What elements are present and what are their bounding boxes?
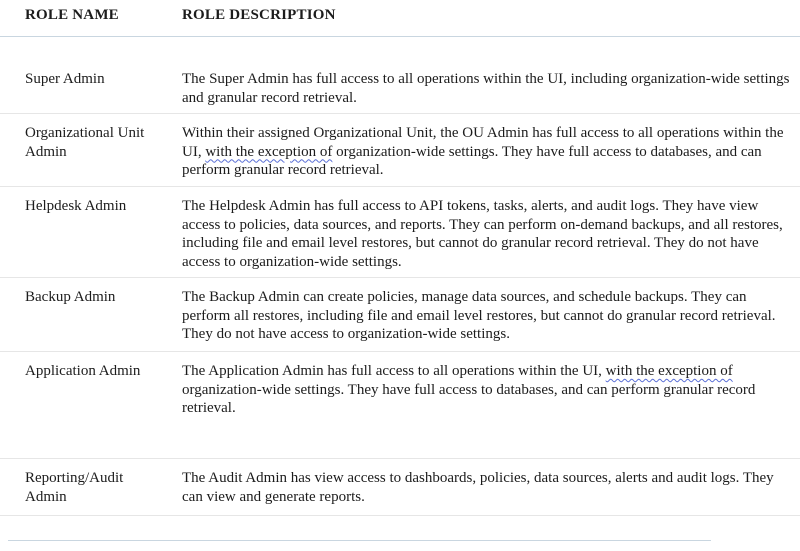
role-description: The Backup Admin can create policies, manage data sources, and schedule backups. They can perform all restores, including file and email level restores, but cannot do granular record retrieval. They do not have access to organization-wide settings. [182, 289, 776, 342]
role-description: The Super Admin has full access to all operations within the UI, including organization-wide settings and granular record retrieval. [182, 71, 790, 106]
table-row [0, 115, 800, 187]
role-name-header: ROLE NAME [25, 7, 119, 23]
description-text: Within their assigned Organizational Unit, the OU Admin has full access to all operations within the UI, [182, 125, 784, 160]
description-text: organization-wide settings. They have full access to databases, and can perform granular record retrieval. [182, 143, 762, 178]
role-description [182, 124, 792, 180]
role-name: Application Admin [25, 363, 141, 379]
grammar-flag-phrase[interactable]: with the exception of [605, 363, 733, 379]
table-row [0, 279, 800, 352]
description-text: The Application Admin has full access to all operations within the UI, [182, 363, 606, 379]
table-bottom-divider [8, 540, 711, 541]
role-name: Backup Admin [25, 289, 116, 305]
table-row [0, 188, 800, 278]
role-name: Reporting/Audit Admin [25, 470, 124, 505]
role-description [182, 362, 792, 418]
role-description: The Helpdesk Admin has full access to API tokens, tasks, alerts, and audit logs. They have view access to policies, data sources, and reports. They can perform on-demand backups, and all restores, including file and email level restores, but cannot do granular record retrieval. They do not have access to organization-wide settings. [182, 198, 783, 270]
role-description: The Audit Admin has view access to dashboards, policies, data sources, alerts and audit logs. They can view and generate reports. [182, 470, 774, 505]
table-header [0, 0, 800, 37]
role-name: Helpdesk Admin [25, 198, 127, 214]
table-row [0, 61, 800, 114]
description-text: organization-wide settings. They have full access to databases, and can perform granular record retrieval. [182, 381, 756, 416]
table-row [0, 460, 800, 516]
role-name: Organizational Unit Admin [25, 125, 145, 160]
table-row [0, 353, 800, 459]
role-name: Super Admin [25, 71, 105, 87]
grammar-flag-phrase[interactable]: with the exception of [205, 143, 333, 160]
role-description-header: ROLE DESCRIPTION [182, 7, 336, 23]
